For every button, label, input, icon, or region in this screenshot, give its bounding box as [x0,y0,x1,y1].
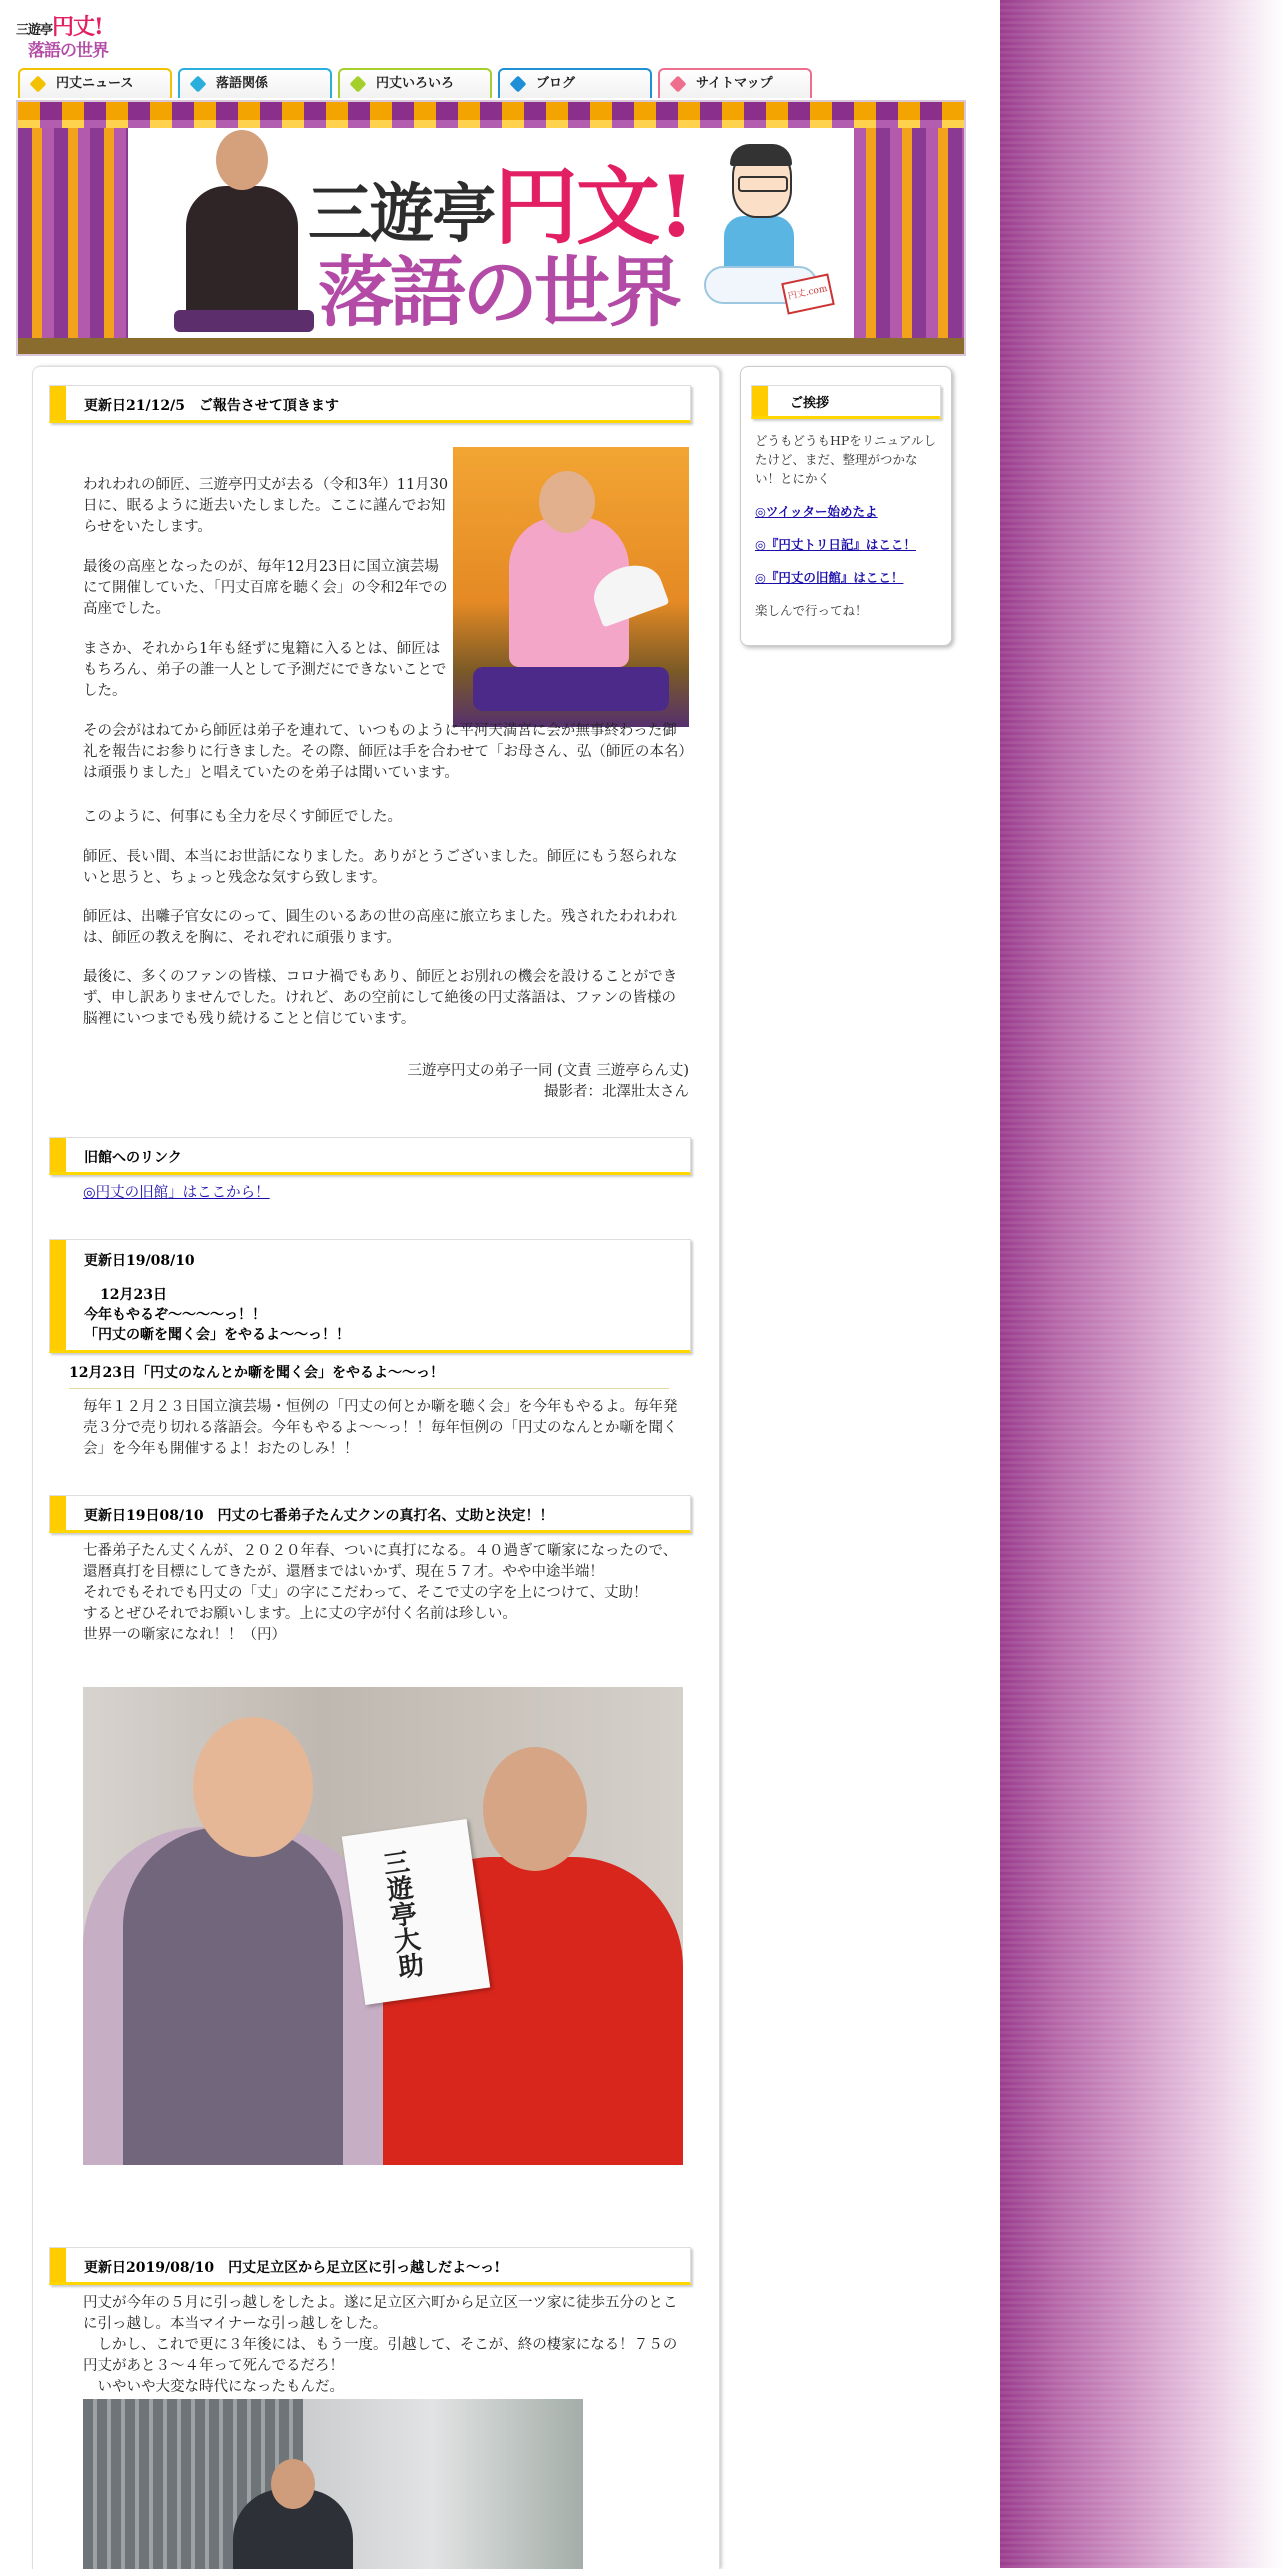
banner-cartoon-character [708,148,838,328]
news1-para [83,847,689,889]
banner-valance [18,102,964,120]
sidebar-heading-box [751,385,941,419]
right-decorative-stripe [1000,0,1284,2568]
news4-heading: 更新日2019/08/10 円丈足立区から足立区に引っ越しだよ～っ! [84,2260,501,2276]
banner-title-line1: 三遊亭円文! [308,157,693,256]
news4-heading-box [49,2247,691,2285]
banner-title-line2: 落語の世界 [318,248,678,337]
news2-date: 12月23日 [100,1287,167,1303]
site-logo-line1: 三遊亭円丈! [16,14,103,40]
old-site-link[interactable]: ◎円丈の旧館」はここから！ [83,1185,270,1201]
sidebar-outro: 楽しんで行ってね！ [755,603,868,618]
old-link-row [83,1183,689,1204]
news2-body-text: 毎年１２月２３日国立演芸場・恒例の「円丈の何とか噺を聴く会」を今年もやるよ。毎年発売３分で売り切れる落語会。今年もやるよ～～っ！！毎年恒例の「円丈のなんとか噺を聞く会」を今年も開催するよ！おたのしみ！！ [83,1399,678,1457]
banner-title [288,132,738,337]
news4-body [83,2293,689,2398]
sidebar-heading: ご挨拶 [790,396,830,411]
news1-para [83,907,689,949]
name-paper [342,1819,490,2005]
sidebar-body [755,431,939,634]
tab-label: ブログ [536,76,576,91]
heading-accent-bar [50,1240,66,1350]
news1-para [83,475,449,538]
news1-heading-box [49,385,691,423]
news2-body [83,1397,683,1460]
news1-para [83,967,689,1030]
news1-para-7: 師匠は、出囃子官女にのって、圓生のいるあの世の高座に旅立ちました。残されたわれわれは、師匠の教えを胸に、それぞれに頑張ります。 [83,909,678,946]
news3-heading: 更新日19日08/10 円丈の七番弟子たん丈クンの真打名、丈助と決定！！ [84,1508,554,1524]
news3-line: それでもそれでも円丈の「丈」の字にこだわって、そこで丈の字を上につけて、丈助！ [83,1585,648,1601]
site-logo[interactable] [16,10,108,60]
tab-label: 落語関係 [216,76,269,91]
news1-para-8: 最後に、多くのファンの皆様、コロナ禍でもあり、師匠とお別れの機会を設けることができず、申し訳ありませんでした。けれど、あの空前にして絶後の円丈落語は、ファンの皆様の脳裡にいつまでも残り続けることと信じています。 [83,969,678,1027]
news1-para-5: このように、何事にも全力を尽くす師匠でした。 [83,809,402,825]
news1-para [83,639,449,702]
twitter-link[interactable]: ◎ツイッター始めたよ [755,504,878,519]
news4-line: しかし、これで更に３年後には、もう一度。引越して、そこが、終の棲家になる！７５の円丈があと３～４年って死んでるだろ！ [83,2337,678,2374]
enjo-portrait-photo [453,447,689,727]
news1-signature [83,1061,689,1103]
diamond-icon [30,76,47,93]
diamond-icon [510,76,527,93]
old-link-heading: 旧館へのリンク [84,1150,182,1166]
curtain-left [18,128,128,338]
diamond-icon [670,76,687,93]
news1-para [83,721,689,784]
tab-enjo-misc[interactable] [338,68,492,98]
news3-line: 七番弟子たん丈くんが、２０２０年春、ついに真打になる。４０過ぎて噺家になったので、還暦真打を目標にしてきたが、還暦まではいかず、現在５７才。やや中途半端！ [83,1543,678,1580]
news3-line: 世界一の噺家になれ！！（円） [83,1627,286,1643]
news3-body [83,1541,689,1646]
sidebar [740,366,952,646]
news2-sub: 今年もやるぞ～～～～っ！！ [84,1307,266,1323]
heading-accent-bar [50,2248,66,2282]
news2-heading-box [49,1239,691,1353]
banner-valance-trim [18,120,964,128]
banner-stamp: 円丈.com [781,273,835,314]
news2-heading: 更新日19/08/10 [84,1253,195,1269]
signature-line1: 三遊亭円丈の弟子一同 (文責 三遊亭らん丈) [407,1063,689,1079]
old-link-heading-box [49,1137,691,1175]
sidebar-intro: どうもどうもHPをリニュアルしたけど、まだ、整理がつかない！とにかく [755,433,937,486]
moving-house-photo [83,2399,583,2569]
news1-para-6: 師匠、長い間、本当にお世話になりました。ありがとうございました。師匠にもう怒られないと思うと、ちょっと残念な気すら致します。 [83,849,678,886]
news2-sub: 「円丈の噺を聞く会」をやるよ～～っ！！ [84,1327,350,1343]
tab-label: 円丈いろいろ [376,76,455,91]
news3-heading-box [49,1495,691,1533]
heading-accent-bar [752,386,768,416]
diamond-icon [190,76,207,93]
tab-blog[interactable] [498,68,652,98]
tab-enjo-news[interactable] [18,68,172,98]
news1-para-3: まさか、それから1年も経ずに鬼籍に入るとは、師匠はもちろん、弟子の誰一人として予測だにできないことでした。 [83,641,447,699]
diamond-icon [350,76,367,93]
news4-line: 円丈が今年の５月に引っ越しをしたよ。遂に足立区六町から足立区一ツ家に徒歩五分のとこに引っ越し。本当マイナーな引っ越しをした。 [83,2295,678,2332]
name-paper-text: 三遊亭大助 [377,1847,426,1981]
news1-para [83,557,449,620]
tab-sitemap[interactable] [658,68,812,98]
site-logo-line2: 落語の世界 [28,41,108,61]
tori-diary-link[interactable]: ◎『円丈トリ日記』はここ！ [755,537,916,552]
news2-title: 12月23日「円丈のなんとか噺を聞く会」をやるよ～～っ！ [69,1363,669,1389]
enjo-and-disciple-photo [83,1687,683,2165]
news4-line: いやいや大変な時代になったもんだ。 [83,2379,344,2395]
heading-accent-bar [50,386,66,420]
news1-para-1: われわれの師匠、三遊亭円丈が去る（令和3年）11月30日に、眠るように逝去いたしました。ここに謹んでお知らせをいたします。 [83,477,449,535]
heading-accent-bar [50,1496,66,1530]
main-content [32,366,720,2569]
heading-accent-bar [50,1138,66,1172]
old-site-sidebar-link[interactable]: ◎『円丈の旧館』はここ！ [755,570,904,585]
news1-para [83,807,689,828]
tab-label: 円丈ニュース [56,76,134,91]
header-banner [16,100,966,356]
curtain-right [854,128,964,338]
news1-para-2: 最後の高座となったのが、毎年12月23日に国立演芸場にて開催していた、「円丈百席を聴く会」の令和2年での高座でした。 [83,559,448,617]
news1-para-4: その会がはねてから師匠は弟子を連れて、いつものように平河天満宮に会が無事終わった御礼を報告にお参りに行きました。その際、師匠は手を合わせて「お母さん、弘（師匠の本名）は頑張りました」と唱えていたのを弟子は聞いています。 [83,723,686,781]
signature-line2: 撮影者：北澤壯太さん [544,1084,689,1100]
news1-heading: 更新日21/12/5 ご報告させて頂きます [84,398,339,414]
news3-line: するとぜひそれでお願いします。上に丈の字が付く名前は珍しい。 [83,1606,517,1622]
tab-rakugo[interactable] [178,68,332,98]
tab-label: サイトマップ [696,76,773,91]
